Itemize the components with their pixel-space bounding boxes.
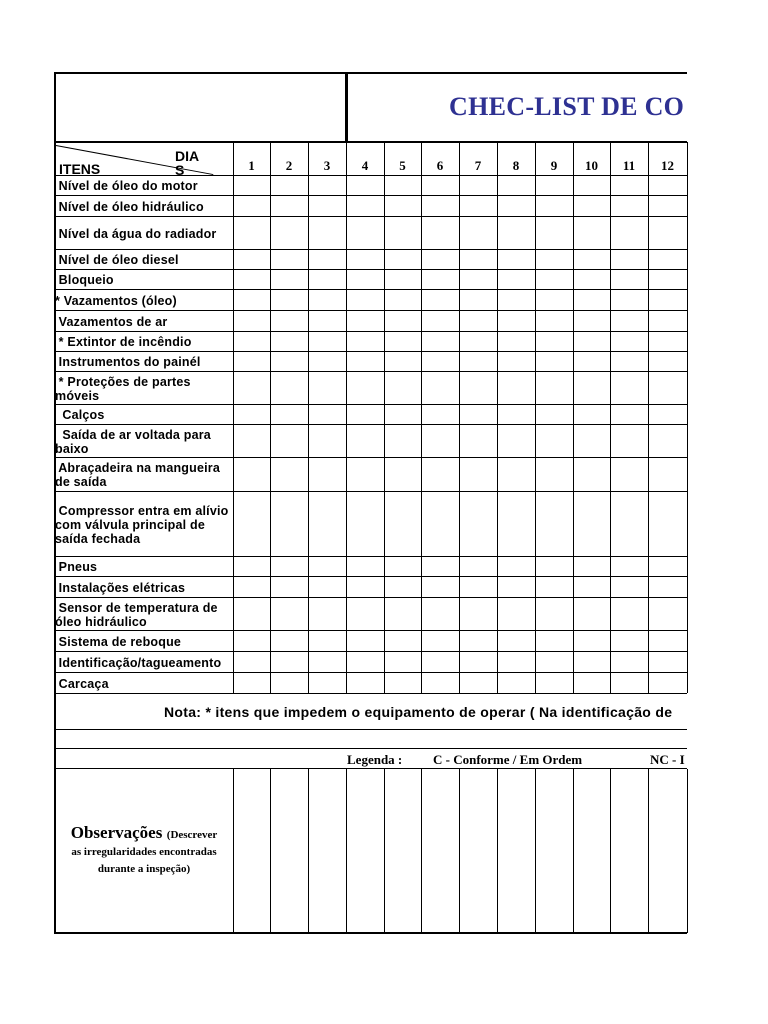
row-line [54,310,687,311]
observations-subtitle-2: as irregularidades encontradas [71,846,217,858]
checklist-item: Nível de óleo do motor [55,179,198,193]
column-line [687,142,688,693]
row-line [54,651,687,652]
column-line [421,142,422,693]
title-divider [345,72,348,142]
observation-column-line [346,769,347,933]
row-line [54,289,687,290]
checklist-item: Carcaça [55,676,109,691]
note-text: Nota: * itens que impedem o equipamento de operar ( Na identificação de [164,704,673,720]
column-line [459,142,460,693]
row-line [54,404,687,405]
column-line [535,142,536,693]
row-line [54,556,687,557]
header-top-line [54,141,687,143]
day-number-12: 12 [661,158,674,173]
checklist-item: Pneus [55,560,98,574]
observation-column-line [421,769,422,933]
observation-column-line [610,769,611,933]
checklist-item: Compressor entra em alívio com válvula principal de saída fechada [55,503,229,546]
items-header: ITENS [59,161,101,177]
legend-top-line [54,748,687,749]
column-line [648,142,649,693]
row-line [54,597,687,598]
day-number-7: 7 [474,158,482,173]
checklist-item: Nível de óleo hidráulico [55,199,204,214]
days-header-line1: DIA [175,148,200,164]
row-line [54,576,687,577]
column-line [308,142,309,693]
day-number-6: 6 [436,158,444,173]
checklist-item: * Proteções de partes móveis [55,374,191,403]
column-line [270,142,271,693]
column-line [610,142,611,693]
days-header-line2: S [175,162,185,178]
checklist-item: Sensor de temperatura de óleo hidráulico [55,600,218,629]
checklist-item: * Extintor de incêndio [55,335,192,349]
column-line [573,142,574,693]
day-number-5: 5 [399,158,406,173]
observations-title: Observações [70,823,163,842]
days-header [175,149,199,177]
observation-column-line [270,769,271,933]
column-line [233,142,234,693]
note-bottom-line [54,729,687,730]
checklist-item: Identificação/tagueamento [55,655,222,670]
row-line [54,457,687,458]
row-line [54,351,687,352]
observations-subtitle-1: (Descrever [166,829,218,841]
observations-label [54,825,234,877]
row-line [54,216,687,217]
column-line [497,142,498,693]
observation-column-line [687,769,688,933]
observation-column-line [384,769,385,933]
checklist-item: Nível da água do radiador [55,226,217,241]
legend-bottom-line [54,768,687,769]
page-title: CHEC-LIST DE CO [449,92,685,121]
checklist-item: Vazamentos de ar [55,314,168,329]
observation-column-line [459,769,460,933]
checklist-item: * Vazamentos (óleo) [55,293,177,308]
checklist-item: Instalações elétricas [55,580,186,595]
checklist-item: Instrumentos do painél [55,355,201,369]
row-line [54,630,687,631]
checklist-item: Sistema de reboque [55,634,182,649]
checklist-item: Abraçadeira na mangueira de saída [55,461,221,489]
row-line [54,175,687,176]
column-line [384,142,385,693]
day-number-1: 1 [248,158,255,173]
row-line [54,693,687,694]
row-line [54,331,687,332]
day-number-2: 2 [285,158,293,173]
day-number-8: 8 [512,158,520,173]
checklist-item: Calços [55,408,105,422]
day-number-3: 3 [323,158,331,173]
legend-nao-conforme: NC - I [650,752,685,767]
row-line [54,269,687,270]
row-line [54,491,687,492]
checklist-item: Nível de óleo diesel [55,253,179,267]
row-line [54,424,687,425]
day-number-9: 9 [550,158,558,173]
row-line [54,195,687,196]
row-line [54,672,687,673]
observation-column-line [497,769,498,933]
day-number-10: 10 [585,158,598,173]
border-bottom [54,932,687,934]
observation-column-line [308,769,309,933]
checklist-item: Saída de ar voltada para baixo [55,427,211,456]
legend-conforme: C - Conforme / Em Ordem [433,752,583,767]
observation-column-line [648,769,649,933]
border-top [54,72,687,74]
day-number-4: 4 [361,158,369,173]
observation-column-line [535,769,536,933]
observation-column-line [573,769,574,933]
column-line [346,142,347,693]
day-number-11: 11 [622,158,636,173]
row-line [54,249,687,250]
legend-label: Legenda : [347,752,403,767]
observations-subtitle-3: durante a inspeção) [97,863,191,875]
checklist-item: Bloqueio [55,273,114,287]
row-line [54,371,687,372]
